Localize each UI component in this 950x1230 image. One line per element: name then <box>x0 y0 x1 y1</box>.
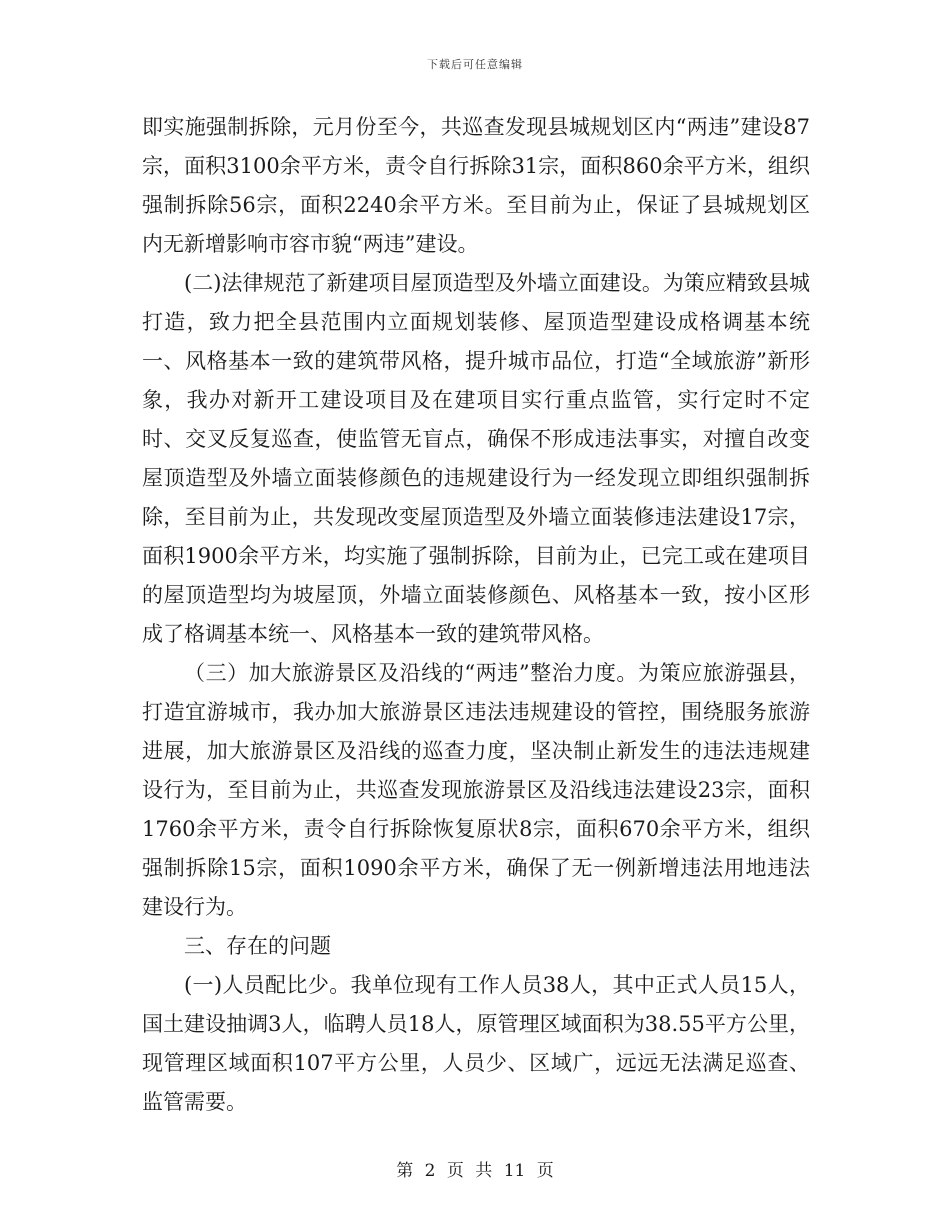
page-header-note: 下载后可任意编辑 <box>427 58 523 71</box>
section-heading-problems: 三、存在的问题 <box>184 934 331 958</box>
paragraph-section-2: (二)法律规范了新建项目屋顶造型及外墙立面建设。为策应精致县城打造，致力把全县范围内立面规划装修、屋顶造型建设成格调基本统一、风格基本一致的建筑带风格，提升城市品位，打造“全域旅游”新形象，我办对新开工建设项目及在建项目实行重点监管，实行定时不定时、交叉反复巡查，使监管无盲点，确保不形成违法事实，对擅自改变屋顶造型及外墙立面装修颜色的违规建设行为一经发现立即组织强制拆除，至目前为止，共发现改变屋顶造型及外墙立面装修违法建设17宗，面积1900余平方米，均实施了强制拆除，目前为止，已完工或在建项目的屋顶造型均为坡屋顶，外墙立面装修颜色、风格基本一致，按小区形成了格调基本统一、风格基本一致的建筑带风格。 <box>142 271 810 646</box>
paragraph-continuation: 即实施强制拆除，元月份至今，共巡查发现县城规划区内“两违”建设87宗，面积3100余平方米，责令自行拆除31宗，面积860余平方米，组织强制拆除56宗，面积2240余平方米。至目前为止，保证了县城规划区内无新增影响市容市貌“两违”建设。 <box>142 115 810 256</box>
document-body <box>142 108 810 1122</box>
page-number-footer: 第 2 页 共 11 页 <box>396 1161 554 1181</box>
paragraph-section-3: （三）加大旅游景区及沿线的“两违”整治力度。为策应旅游强县，打造宜游城市，我办加大旅游景区违法违规建设的管控，围绕服务旅游进展，加大旅游景区及沿线的巡查力度，坚决制止新发生的违法违规建设行为，至目前为止，共巡查发现旅游景区及沿线违法建设23宗，面积1760余平方米，责令自行拆除恢复原状8宗，面积670余平方米，组织强制拆除15宗，面积1090余平方米，确保了无一例新增违法用地违法建设行为。 <box>142 661 810 919</box>
paragraph-problem-1: (一)人员配比少。我单位现有工作人员38人，其中正式人员15人，国土建设抽调3人，临聘人员18人，原管理区域面积为38.55平方公里，现管理区域面积107平方公里，人员少、区域广，远远无法满足巡查、监管需要。 <box>142 973 810 1114</box>
